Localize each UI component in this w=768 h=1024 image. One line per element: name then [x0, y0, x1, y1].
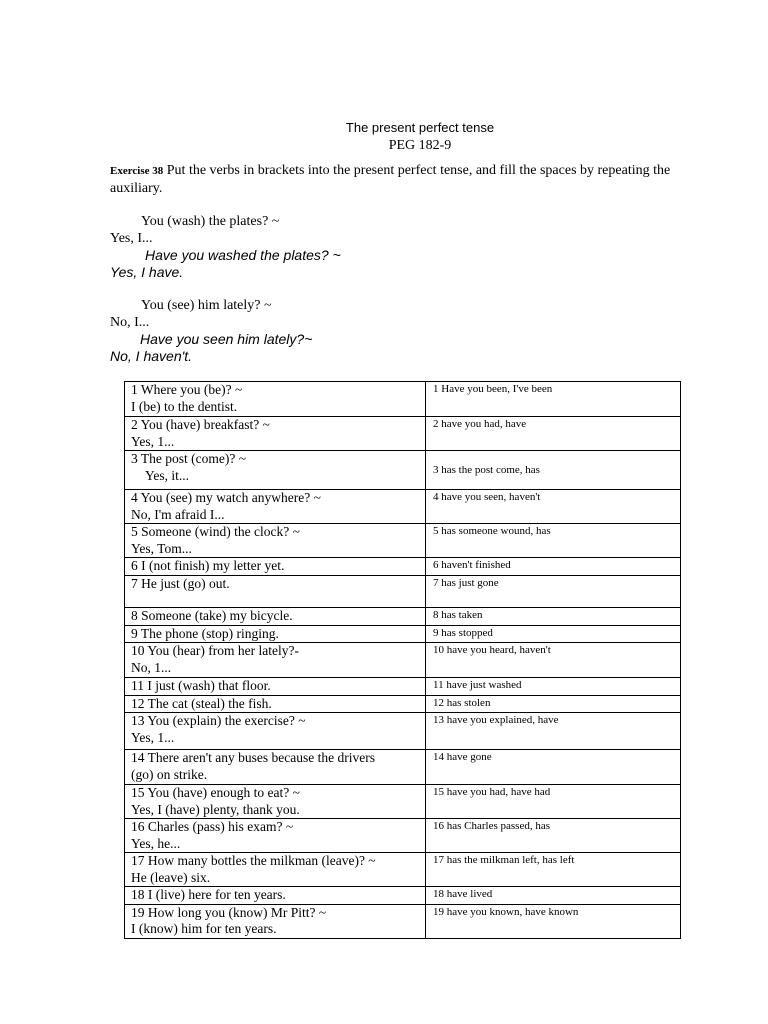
question-cell: [125, 607, 426, 625]
question-cell: [125, 678, 426, 696]
example-2-answer-reply: No, I haven't.: [110, 348, 193, 364]
answer-cell: 9 has stopped: [426, 625, 681, 643]
table-row: [125, 643, 681, 678]
answer-cell: 13 have you explained, have: [426, 713, 681, 750]
question-cell: [125, 887, 426, 905]
table-row: [125, 382, 681, 417]
exercise-table: [124, 381, 681, 939]
answer-cell: 1 Have you been, I've been: [426, 382, 681, 417]
exercise-instruction: [110, 162, 715, 197]
question-line-1: 12 The cat (steal) the fish.: [131, 695, 272, 711]
question-line-1: 10 You (hear) from her lately?-: [131, 643, 299, 658]
question-cell: [125, 575, 426, 607]
question-cell: [125, 625, 426, 643]
question-line-1: 8 Someone (take) my bicycle.: [131, 607, 293, 623]
question-line-1: 11 I just (wash) that floor.: [131, 678, 271, 693]
question-line-1: 13 You (explain) the exercise? ~: [131, 713, 306, 728]
answer-cell: 11 have just washed: [426, 678, 681, 696]
example-1-question: You (wash) the plates? ~: [141, 214, 280, 229]
question-line-1: 1 Where you (be)? ~: [131, 382, 243, 397]
table-row: [125, 678, 681, 696]
answer-cell: 19 have you known, have known: [426, 904, 681, 938]
answer-cell: 6 haven't finished: [426, 558, 681, 576]
answer-cell: 4 have you seen, haven't: [426, 490, 681, 524]
exercise-label: Exercise 38: [110, 165, 164, 177]
answer-cell: 14 have gone: [426, 750, 681, 785]
question-line-2: He (leave) six.: [131, 869, 211, 885]
question-line-1: 6 I (not finish) my letter yet.: [131, 558, 285, 573]
question-line-2: No, 1...: [131, 659, 172, 675]
table-row: [125, 713, 681, 750]
question-line-1: 9 The phone (stop) ringing.: [131, 625, 279, 641]
question-line-1: 7 He just (go) out.: [131, 575, 230, 591]
question-cell: [125, 451, 426, 490]
table-row: [125, 887, 681, 905]
question-line-1: 16 Charles (pass) his exam? ~: [131, 819, 294, 834]
table-row: [125, 785, 681, 819]
question-cell: [125, 853, 426, 887]
question-line-2: Yes, it...: [145, 467, 190, 483]
example-1-prompt: Yes, I...: [110, 231, 153, 246]
question-cell: [125, 750, 426, 785]
question-line-2: Yes, Tom...: [131, 540, 192, 556]
question-cell: [125, 417, 426, 451]
answer-cell: 2 have you had, have: [426, 417, 681, 451]
question-line-2: Yes, I (have) plenty, thank you.: [131, 801, 300, 817]
question-line-2: Yes, 1...: [131, 729, 175, 745]
answer-cell: 5 has someone wound, has: [426, 524, 681, 558]
answer-cell: 10 have you heard, haven't: [426, 643, 681, 678]
page-subtitle: PEG 182-9: [388, 138, 452, 153]
question-line-1: 15 You (have) enough to eat? ~: [131, 785, 300, 800]
table-row: [125, 853, 681, 887]
example-2-question: You (see) him lately? ~: [141, 298, 272, 313]
question-cell: [125, 524, 426, 558]
question-cell: [125, 819, 426, 853]
question-line-1: 14 There aren't any buses because the drivers: [131, 750, 375, 765]
table-row: [125, 417, 681, 451]
table-row: [125, 558, 681, 576]
question-line-2: No, I'm afraid I...: [131, 506, 225, 522]
answer-cell: 16 has Charles passed, has: [426, 819, 681, 853]
question-cell: [125, 785, 426, 819]
question-cell: [125, 713, 426, 750]
question-cell: [125, 695, 426, 713]
table-row: [125, 625, 681, 643]
question-cell: [125, 904, 426, 938]
table-row: [125, 490, 681, 524]
question-line-2: Yes, he...: [131, 835, 181, 851]
question-cell: [125, 558, 426, 576]
question-line-1: 17 How many bottles the milkman (leave)? ~: [131, 853, 376, 868]
example-1-answer-question: Have you washed the plates? ~: [145, 247, 341, 263]
table-row: [125, 819, 681, 853]
question-line-1: 4 You (see) my watch anywhere? ~: [131, 490, 321, 505]
example-1-answer-reply: Yes, I have.: [110, 264, 184, 280]
question-cell: [125, 382, 426, 417]
answer-cell: 7 has just gone: [426, 575, 681, 607]
question-line-1: 3 The post (come)? ~: [131, 451, 247, 466]
answer-cell: 3 has the post come, has: [426, 451, 681, 490]
question-line-2: (go) on strike.: [131, 766, 208, 782]
page-title: The present perfect tense: [345, 120, 495, 135]
question-line-2: I (be) to the dentist.: [131, 398, 238, 414]
question-line-1: 2 You (have) breakfast? ~: [131, 417, 270, 432]
table-row: [125, 607, 681, 625]
answer-cell: 17 has the milkman left, has left: [426, 853, 681, 887]
table-row: [125, 695, 681, 713]
table-row: [125, 575, 681, 607]
question-line-2: I (know) him for ten years.: [131, 921, 277, 936]
answer-cell: 18 have lived: [426, 887, 681, 905]
instruction-text: Put the verbs in brackets into the present perfect tense, and fill the spaces by repeating the auxiliary.: [110, 163, 671, 196]
table-row: [125, 750, 681, 785]
table-row: [125, 904, 681, 938]
question-line-1: 5 Someone (wind) the clock? ~: [131, 524, 300, 539]
example-2-answer-question: Have you seen him lately?~: [140, 331, 313, 347]
table-row: [125, 524, 681, 558]
question-line-1: 18 I (live) here for ten years.: [131, 887, 286, 902]
answer-cell: 12 has stolen: [426, 695, 681, 713]
question-cell: [125, 643, 426, 678]
example-2-prompt: No, I...: [110, 315, 150, 330]
question-line-2: Yes, 1...: [131, 433, 175, 449]
answer-cell: 8 has taken: [426, 607, 681, 625]
question-line-1: 19 How long you (know) Mr Pitt? ~: [131, 904, 327, 920]
table-row: [125, 451, 681, 490]
question-cell: [125, 490, 426, 524]
answer-cell: 15 have you had, have had: [426, 785, 681, 819]
